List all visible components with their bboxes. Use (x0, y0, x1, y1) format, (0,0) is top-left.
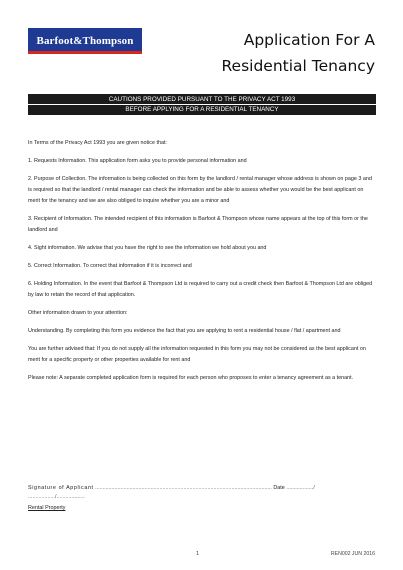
privacy-banner (28, 94, 376, 115)
banner-line-1: CAUTIONS PROVIDED PURSUANT TO THE PRIVACY ACT 1993 (28, 95, 376, 105)
notice-item-5: 5. Correct Information. To correct that information if it is incorrect and (28, 263, 192, 269)
date-field-a[interactable]: ................../ (286, 485, 315, 491)
please-note-text: Please note: A separate completed application form is required for each person who proposes to enter a tenancy agreement as a tenant. (28, 375, 354, 381)
notice-item-3: 3. Recipient of Information. The intended recipient of this information is Barfoot & Thompson whose name appears at the top of this form or the landlord and (28, 216, 368, 233)
further-advice-text: You are further advised that: If you do not supply all the information requested in this form you may not be considered as the best applicant on merit for a specific property or other properties available for rent and (28, 346, 366, 363)
signature-row (28, 484, 376, 502)
privacy-notice-body (28, 138, 376, 384)
title-line-2: Residential Tenancy (221, 57, 375, 75)
intro-text: In Terms of the Privacy Act 1993 you are given notice that: (28, 140, 167, 146)
date-label: Date (273, 485, 285, 491)
page-number: 1 (196, 551, 200, 557)
signature-label: Signature of Applicant (28, 485, 94, 491)
title-line-1: Application For A (243, 31, 375, 49)
banner-line-2: BEFORE APPLYING FOR A RESIDENTIAL TENANCY (125, 106, 279, 113)
barfoot-thompson-logo (28, 28, 142, 54)
notice-item-2: 2. Purpose of Collection. The information is being collected on this form by the landlord / rental manager whose address is shown on page 3 and is required so that the landlord / rental manager can check the information and be able to assess whether you would be the best applicant on merit for the tenancy and we are also obliged to inquire whether you are a minor and (28, 176, 372, 204)
notice-item-4: 4. Sight information. We advise that you have the right to see the information we hold about you and (28, 245, 267, 251)
logo-text: Barfoot&Thompson (36, 35, 134, 47)
notice-item-1: 1. Requests Information. This application form asks you to provide personal information and (28, 158, 247, 164)
form-reference: REN002 JUN 2016 (330, 551, 375, 557)
understanding-text: Understanding. By completing this form you evidence the fact that you are applying to rent a residential house / flat / apartment and (28, 328, 341, 334)
rental-property-heading: Rental Property (28, 505, 66, 511)
page-title (221, 27, 375, 79)
other-info-heading: Other information drawn to your attention: (28, 310, 128, 316)
notice-item-6: 6. Holding Information. In the event that Barfoot & Thompson Ltd is required to carry out a credit check then Barfoot & Thompson Ltd are obliged by law to retain the record of that application. (28, 281, 373, 298)
date-field-b[interactable]: ................../................... (28, 494, 85, 500)
signature-field[interactable]: ...................................................................................................................... (95, 485, 272, 491)
